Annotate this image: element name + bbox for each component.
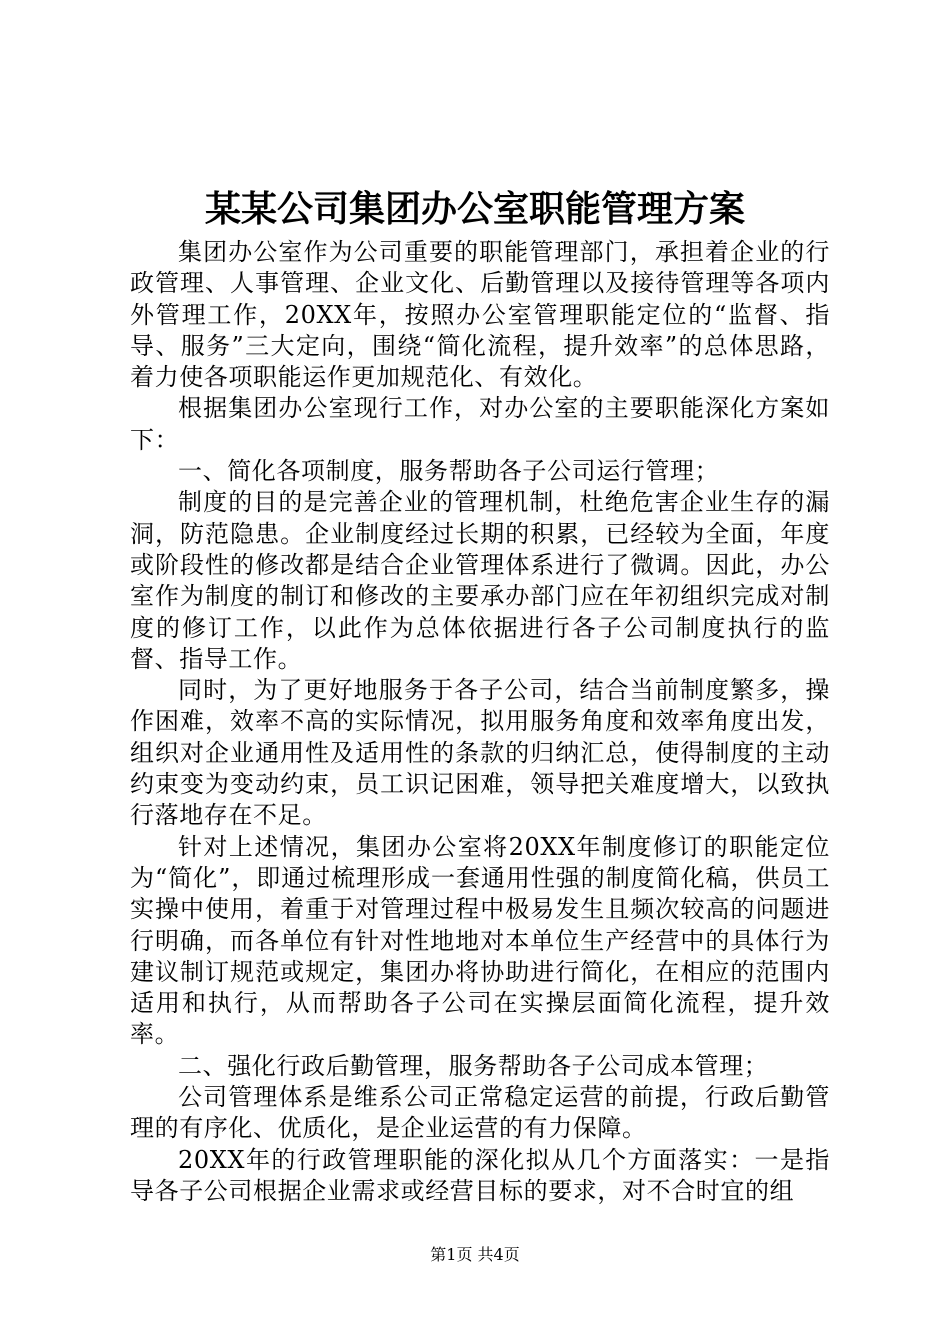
paragraph-6: 公司管理体系是维系公司正常稳定运营的前提，行政后勤管理的有序化、优质化，是企业运营的有力保障。 [130, 1083, 830, 1143]
section-heading-2: 二、强化行政后勤管理，服务帮助各子公司成本管理； [178, 1051, 769, 1080]
document-body [130, 237, 830, 1207]
document-title: 某某公司集团办公室职能管理方案 [204, 188, 745, 230]
page-footer: 第1页 共4页 [430, 1245, 520, 1264]
paragraph-4: 同时，为了更好地服务于各子公司，结合当前制度繁多，操作困难，效率不高的实际情况，拟用服务角度和效率角度出发，组织对企业通用性及适用性的条款的归纳汇总，使得制度的主动约束变为变动约束，员工识记困难，领导把关难度增大，以致执行落地存在不足。 [130, 676, 830, 830]
paragraph-2: 根据集团办公室现行工作，对办公室的主要职能深化方案如下： [130, 394, 830, 454]
paragraph-7: 20XX年的行政管理职能的深化拟从几个方面落实：一是指导各子公司根据企业需求或经营目标的要求，对不合时宜的组 [130, 1145, 830, 1205]
paragraph-1: 集团办公室作为公司重要的职能管理部门，承担着企业的行政管理、人事管理、企业文化、后勤管理以及接待管理等各项内外管理工作，20XX年，按照办公室管理职能定位的“监督、指导、服务”三大定向，围绕“简化流程，提升效率”的总体思路，着力使各项职能运作更加规范化、有效化。 [130, 238, 830, 392]
paragraph-3: 制度的目的是完善企业的管理机制，杜绝危害企业生存的漏洞，防范隐患。企业制度经过长期的积累，已经较为全面，年度或阶段性的修改都是结合企业管理体系进行了微调。因此，办公室作为制度的制订和修改的主要承办部门应在年初组织完成对制度的修订工作，以此作为总体依据进行各子公司制度执行的监督、指导工作。 [130, 488, 830, 673]
paragraph-5: 针对上述情况，集团办公室将20XX年制度修订的职能定位为“简化”，即通过梳理形成一套通用性强的制度简化稿，供员工实操中使用，着重于对管理过程中极易发生且频次较高的问题进行明确，而各单位有针对性地地对本单位生产经营中的具体行为建议制订规范或规定，集团办将协助进行简化，在相应的范围内适用和执行，从而帮助各子公司在实操层面简化流程，提升效率。 [130, 832, 830, 1049]
section-heading-1: 一、简化各项制度，服务帮助各子公司运行管理； [178, 457, 720, 486]
